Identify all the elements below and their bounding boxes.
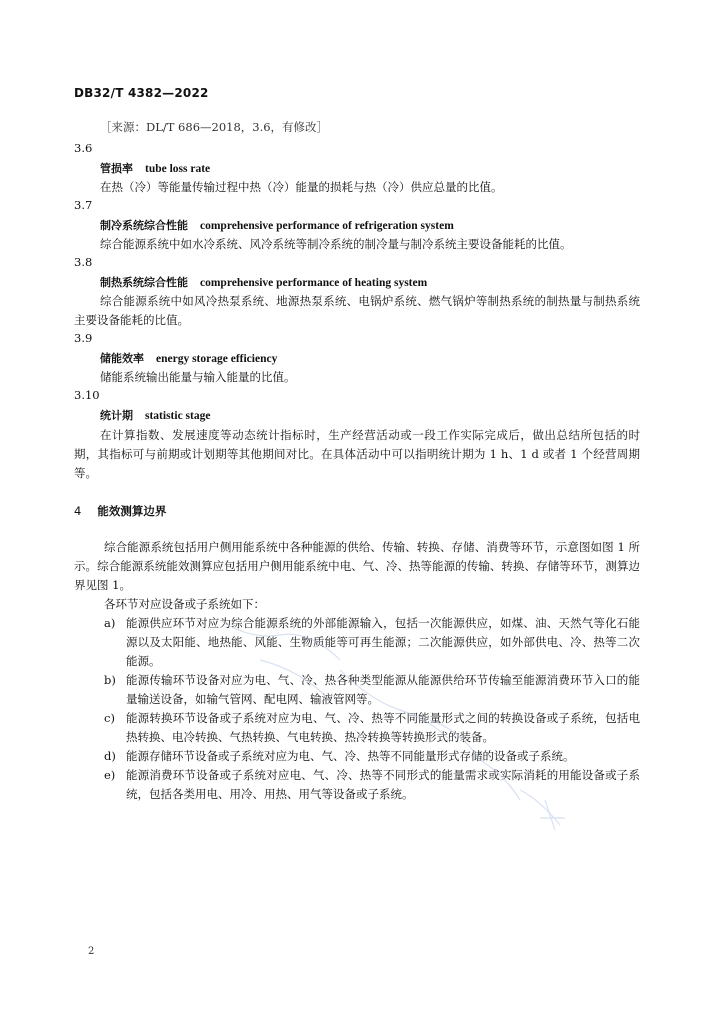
source-note: ［来源：DL/T 686—2018，3.6，有修改］ <box>100 120 329 134</box>
term-heading <box>100 217 454 233</box>
list-marker: b) <box>104 673 116 687</box>
body-paragraph: 综合能源系统包括用户侧用能系统中各种能源的供给、传输、转换、存储、消费等环节，示意图如图 1 所示。综合能源系统能效测算应包括用户侧用能系统中电、气、冷、热等能源的传输、转换、存储等环节，测算边界见图 1。 <box>74 540 640 592</box>
page-number: 2 <box>88 946 95 957</box>
term-heading <box>100 407 210 423</box>
clause-number: 3.10 <box>74 388 100 402</box>
list-item <box>74 671 640 709</box>
list-marker: a) <box>104 616 116 630</box>
list-marker: d) <box>104 749 116 763</box>
term-definition: 综合能源系统中如水冷系统、风冷系统等制冷系统的制冷量与制冷系统主要设备能耗的比值。 <box>100 237 572 251</box>
enumerated-list <box>74 614 640 804</box>
clause-number: 3.6 <box>74 141 93 155</box>
list-item-text: 能源供应环节对应为综合能源系统的外部能源输入，包括一次能源供应，如煤、油、天然气等化石能源以及太阳能、地热能、风能、生物质能等可再生能源；二次能源供应，如外部供电、冷、热等二次能源。 <box>126 616 640 668</box>
clause-number: 3.7 <box>74 198 93 212</box>
list-item-text: 能源传输环节设备对应为电、气、冷、热各种类型能源从能源供给环节传输至能源消费环节入口的能量输送设备，如输气管网、配电网、输液管网等。 <box>126 673 640 706</box>
term-definition: 储能系统输出能量与输入能量的比值。 <box>100 370 296 384</box>
list-item-text: 能源转换环节设备或子系统对应为电、气、冷、热等不同能量形式之间的转换设备或子系统，包括电热转换、电冷转换、气热转换、气电转换、热冷转换等转换形式的装备。 <box>126 711 640 744</box>
term-definition: 在计算指数、发展速度等动态统计指标时，生产经营活动或一段工作实际完成后，做出总结所包括的时期，其指标可与前期或计划期等其他期间对比。在具体活动中可以指明统计期为 1 h、1 d 或者 1 个经营周期等。 <box>74 428 640 480</box>
document-id-header: DB32/T 4382—2022 <box>74 86 209 100</box>
term-en: tube loss rate <box>145 163 211 175</box>
term-heading <box>100 160 210 176</box>
list-marker: e) <box>104 768 116 782</box>
term-zh: 统计期 <box>100 409 133 422</box>
clause-number: 3.8 <box>74 255 93 269</box>
body-paragraph: 各环节对应设备或子系统如下： <box>104 597 265 611</box>
chapter-number: 4 <box>74 504 82 518</box>
term-en: comprehensive performance of heating system <box>200 277 428 289</box>
term-zh: 制热系统综合性能 <box>100 276 188 289</box>
term-heading <box>100 350 277 366</box>
list-item <box>74 747 640 766</box>
chapter-heading <box>74 503 166 519</box>
term-definition: 综合能源系统中如风冷热泵系统、地源热泵系统、电锅炉系统、燃气锅炉等制热系统的制热量与制热系统主要设备能耗的比值。 <box>74 294 640 327</box>
term-en: comprehensive performance of refrigeration system <box>200 220 454 232</box>
clause-number: 3.9 <box>74 331 93 345</box>
term-en: statistic stage <box>145 410 211 422</box>
term-definition: 在热（冷）等能量传输过程中热（冷）能量的损耗与热（冷）供应总量的比值。 <box>100 180 503 194</box>
list-item <box>74 709 640 747</box>
list-item <box>74 614 640 671</box>
list-item-text: 能源存储环节设备或子系统对应为电、气、冷、热等不同能量形式存储的设备或子系统。 <box>126 749 575 763</box>
list-item-text: 能源消费环节设备或子系统对应电、气、冷、热等不同形式的能量需求或实际消耗的用能设备或子系统，包括各类用电、用冷、用热、用气等设备或子系统。 <box>126 768 640 801</box>
list-marker: c) <box>104 711 115 725</box>
list-item <box>74 766 640 804</box>
term-en: energy storage efficiency <box>156 353 278 365</box>
term-zh: 制冷系统综合性能 <box>100 219 188 232</box>
term-zh: 管损率 <box>100 162 133 175</box>
chapter-title: 能效测算边界 <box>97 504 167 518</box>
term-zh: 储能效率 <box>100 352 144 365</box>
term-heading <box>100 274 427 290</box>
